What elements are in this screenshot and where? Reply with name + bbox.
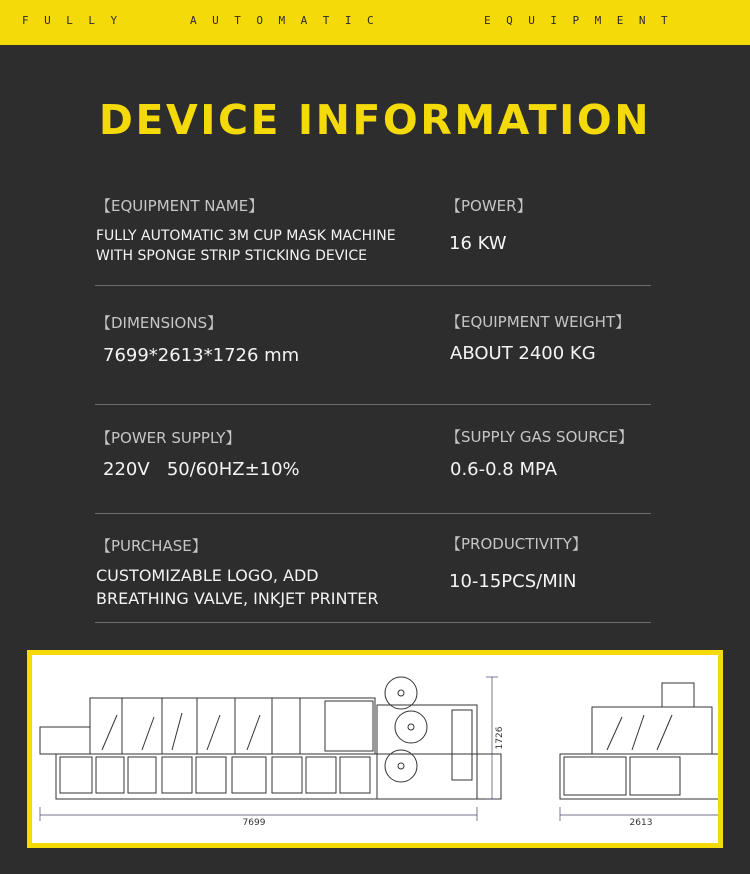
cabinet xyxy=(128,757,156,793)
separator xyxy=(95,513,651,514)
purchase-value-line-1: CUSTOMIZABLE LOGO, ADD xyxy=(96,566,319,585)
upper-frame-panel xyxy=(325,701,373,751)
height-dimension-label: 1726 xyxy=(495,726,505,750)
purchase-label: 【PURCHASE】 xyxy=(96,537,207,555)
side-view-cabinet xyxy=(630,757,680,795)
material-reel xyxy=(395,711,427,743)
power-value: 16 KW xyxy=(449,233,507,254)
length-dimension-label: 7699 xyxy=(242,818,266,828)
cabinet xyxy=(196,757,226,793)
material-reel xyxy=(385,677,417,709)
equipment-name-value-line-1: FULLY AUTOMATIC 3M CUP MASK MACHINE xyxy=(96,228,396,244)
equipment-weight-value: ABOUT 2400 KG xyxy=(450,343,596,364)
side-view-frame xyxy=(592,707,712,754)
separator xyxy=(95,285,651,286)
power-label: 【POWER】 xyxy=(446,197,532,215)
top-banner xyxy=(0,0,750,45)
infeed-unit xyxy=(40,727,90,754)
equipment-weight-label: 【EQUIPMENT WEIGHT】 xyxy=(446,313,631,331)
equipment-name-value-line-2: WITH SPONGE STRIP STICKING DEVICE xyxy=(96,248,368,264)
equipment-name-label: 【EQUIPMENT NAME】 xyxy=(96,197,264,215)
dimensions-label: 【DIMENSIONS】 xyxy=(96,314,223,332)
side-view-top-unit xyxy=(662,683,694,707)
banner-word-equipment: EQUIPMENT xyxy=(484,14,684,27)
dimensions-value: 7699*2613*1726 mm xyxy=(103,345,300,366)
reel-module xyxy=(377,705,477,799)
machine-drawing xyxy=(32,655,718,843)
supply-gas-source-value: 0.6-0.8 MPA xyxy=(450,459,558,480)
material-reel xyxy=(385,750,417,782)
banner-word-fully: FULLY xyxy=(22,14,133,27)
purchase-value-line-2: BREATHING VALVE, INKJET PRINTER xyxy=(96,589,379,608)
side-view-base xyxy=(560,754,718,799)
machine-drawing-svg xyxy=(32,655,718,843)
power-supply-label: 【POWER SUPPLY】 xyxy=(96,429,241,447)
banner-word-automatic: AUTOMATIC xyxy=(190,14,390,27)
cabinet xyxy=(306,757,336,793)
machine-drawing-frame xyxy=(27,650,723,848)
front-view-base xyxy=(56,754,501,799)
cabinet xyxy=(340,757,370,793)
separator xyxy=(95,622,651,623)
cabinet xyxy=(96,757,124,793)
power-supply-value: 220V 50/60HZ±10% xyxy=(103,459,300,480)
page-title: DEVICE INFORMATION xyxy=(98,96,652,144)
cabinet xyxy=(272,757,302,793)
cabinet xyxy=(232,757,266,793)
cabinet xyxy=(162,757,192,793)
width-dimension-label: 2613 xyxy=(629,818,653,828)
cabinet xyxy=(60,757,92,793)
productivity-value: 10-15PCS/MIN xyxy=(449,571,577,592)
separator xyxy=(95,404,651,405)
side-view-cabinet xyxy=(564,757,626,795)
supply-gas-source-label: 【SUPPLY GAS SOURCE】 xyxy=(446,428,633,446)
reel-module-panel xyxy=(452,710,472,780)
productivity-label: 【PRODUCTIVITY】 xyxy=(446,535,587,553)
